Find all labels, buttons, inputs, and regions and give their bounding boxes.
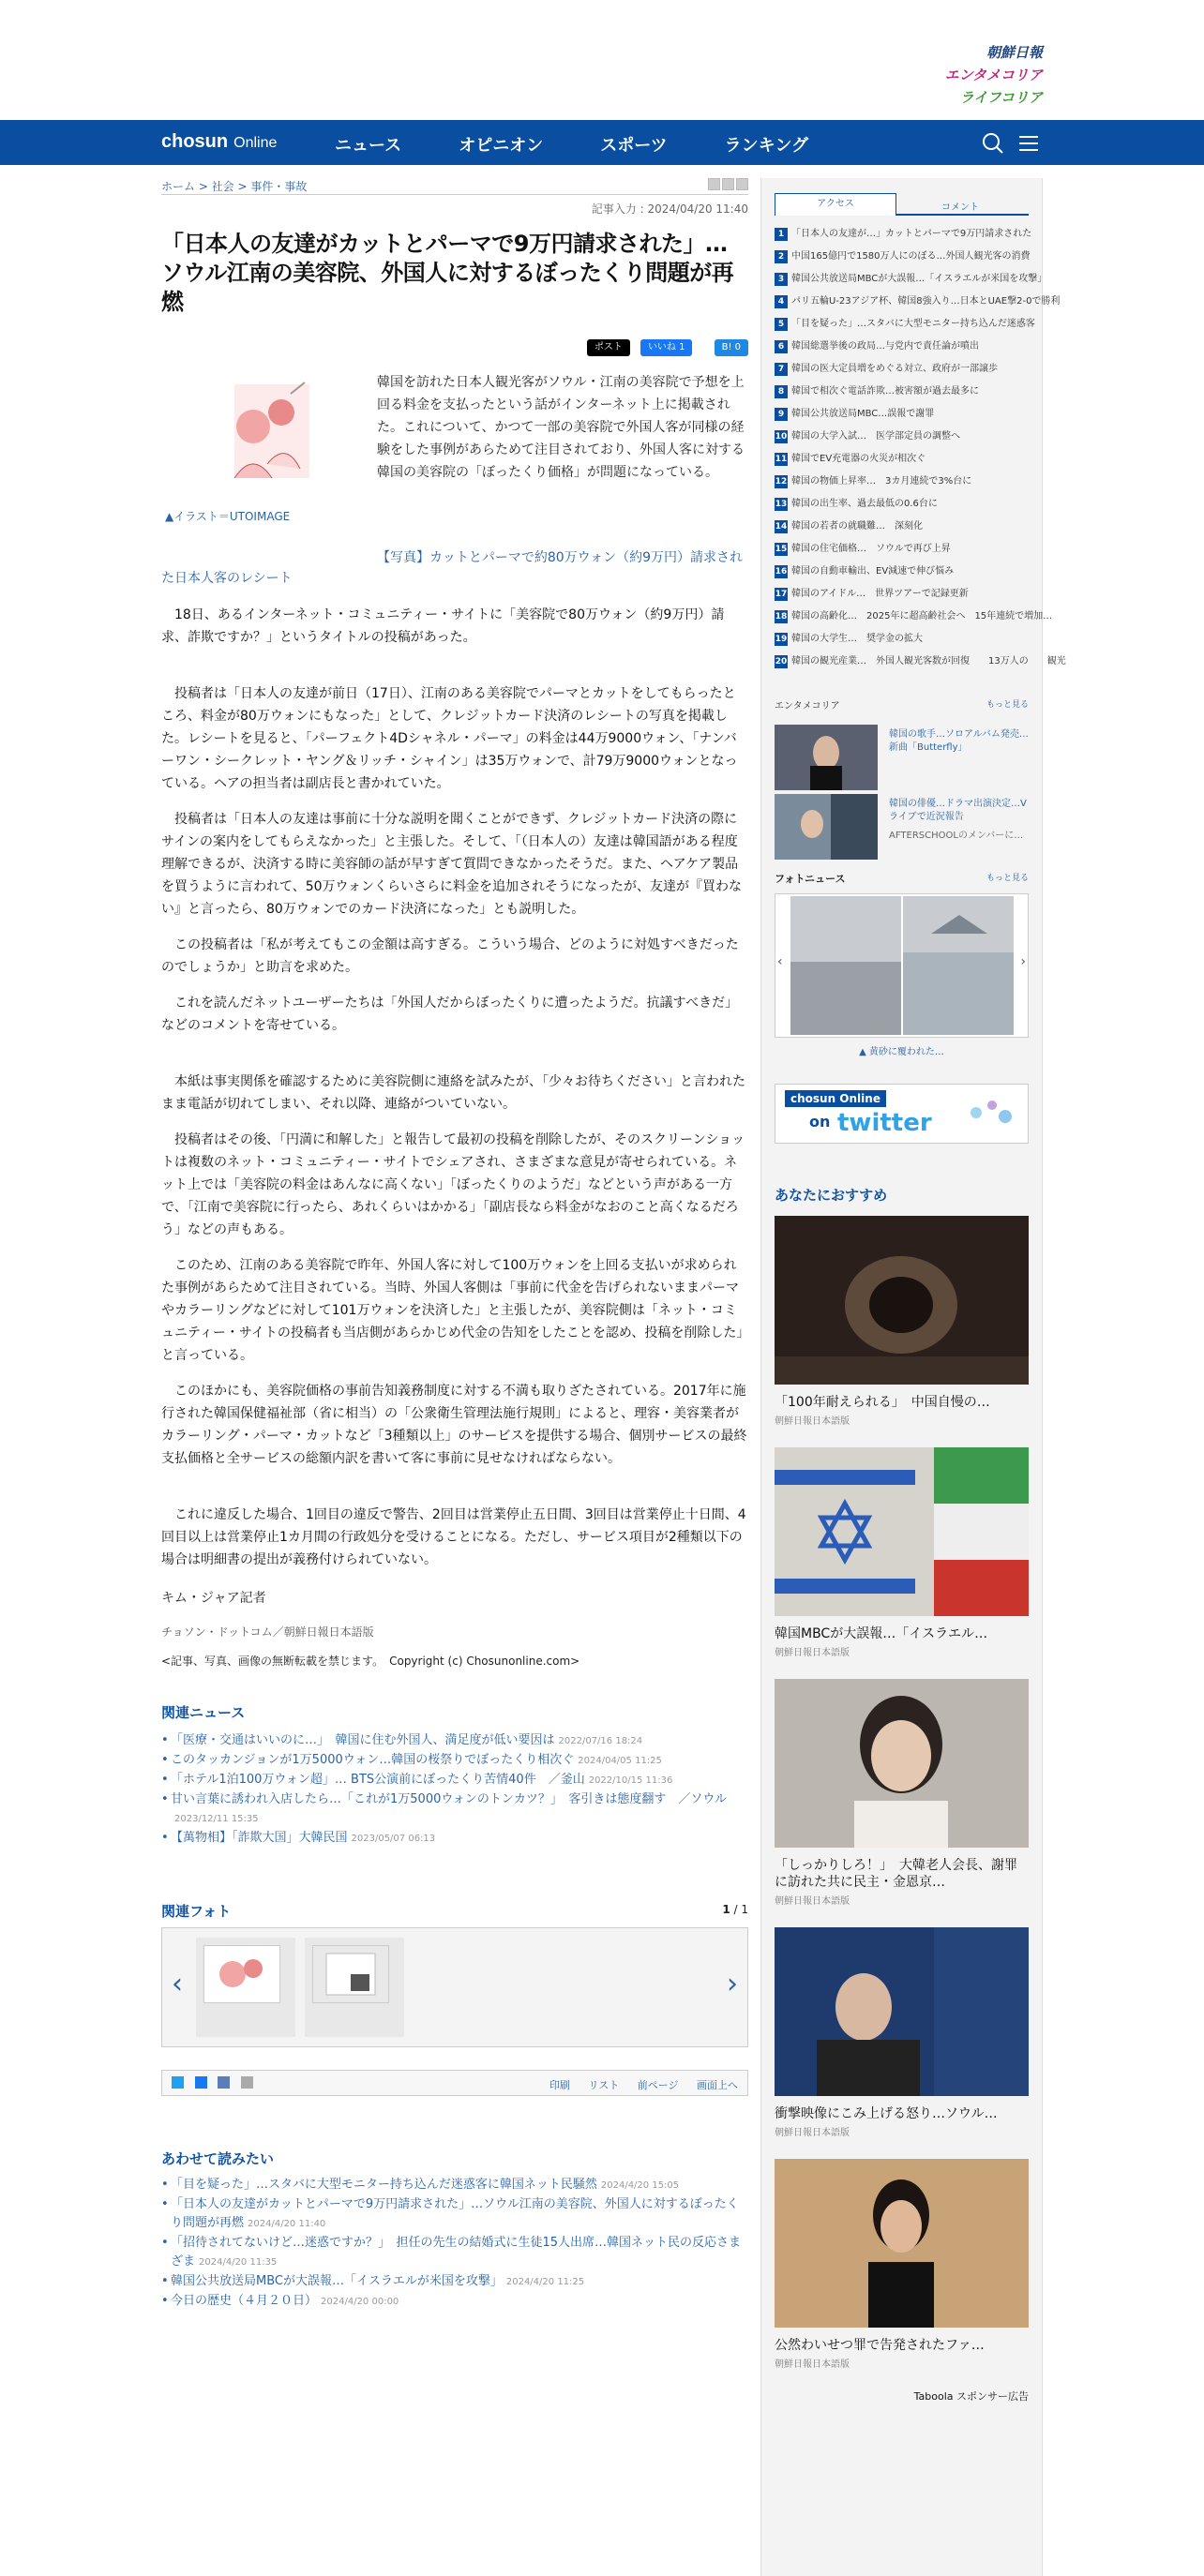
related-photo-title: 関連フォト xyxy=(161,1903,232,1920)
asahi-link[interactable]: 朝鮮日報 xyxy=(986,44,1043,61)
ranking-item[interactable]: 4 パリ五輪U-23アジア杯、韓国8強入り…日本とUAE撃2-0で勝利 xyxy=(775,291,1029,313)
mail-icon[interactable] xyxy=(218,2076,230,2089)
ranking-item[interactable]: 12 韓国の物価上昇率… 3カ月連続で3%台に xyxy=(775,476,972,487)
entame-title: エンタメコリア xyxy=(775,701,840,711)
entame-thumb xyxy=(775,725,878,790)
font-small-icon[interactable] xyxy=(708,178,720,190)
nav-item-sports[interactable]: スポーツ xyxy=(600,136,668,156)
entame-header xyxy=(775,697,1029,711)
article-paragraph: このため、江南のある美容院で昨年、外国人客に対して100万ウォンを上回る支払いが求められた事例があらためて注目されている。当時、外国人客側は「事前に代金を告げられないままパーマやカラーリングなどに対して101万ウォンを決済した」と主張したが、美容院側は「ネット・コミュニティー・サイトの投稿者も当店側があらかじめ代金の告知をしたことを認め、投稿を削除した」と言っている。 xyxy=(161,1258,744,1363)
recommend-image-portrait xyxy=(775,2159,1029,2328)
ranking-item[interactable]: 11 韓国でEV充電器の火災が相次ぐ xyxy=(775,454,926,464)
brand-links xyxy=(945,41,1043,109)
article-paragraph: このほかにも、美容院価格の事前告知義務制度に対する不満も取りざたされている。2017年に施行された韓国保健福祉部（省に相当）の「公衆衛生管理法施行規則」によると、理容・美容業者がカラーリング・パーマ・カットなど「3種類以上」のサービスを提供する場合、個別サービスの最終支払価格と全サービスの総額内訳を書いて客に事前に見せなければならない。 xyxy=(161,1384,747,1466)
related-news-item[interactable]: • 「ホテル1泊100万ウォン超」… BTS公演前にぼったくり苦情40件 ／釜山 2022/10/15 11:36 xyxy=(161,1771,748,1790)
photo-news-header xyxy=(775,871,1029,886)
hatena-bookmark-button[interactable]: B! 0 xyxy=(715,339,748,356)
read-more-item[interactable]: • 韓国公共放送局MBCが大誤報…「イスラエルが米国を攻撃」 2024/4/20 11:25 xyxy=(161,2272,748,2292)
nav-item-opinion[interactable]: オピニオン xyxy=(459,136,544,156)
ranking-item[interactable]: 19 韓国の大学生… 奨学金の拡大 xyxy=(775,634,923,644)
copyright-notice: <記事、写真、画像の無断転載を禁じます。 Copyright (c) Chosunonline.com> xyxy=(161,1655,580,1668)
recommend-item[interactable]: 公然わいせつ罪で告発されたファ… 朝鮮日報日本語版 xyxy=(775,2159,1029,2370)
ranking-item[interactable]: 2 中国165億円で1580万人にのぼる…外国人観光客の消費 xyxy=(775,246,1029,268)
recommend-image-woman xyxy=(775,1679,1029,1848)
tab-comment[interactable]: コメント xyxy=(941,202,979,213)
x-share-button[interactable]: ポスト xyxy=(587,339,630,356)
photo-news-caption[interactable]: ▲ 黄砂に覆われた… xyxy=(859,1047,944,1057)
article-paragraph: 投稿者はその後、「円満に和解した」と報告して最初の投稿を削除したが、そのスクリーンショットは複数のネット・コミュニティー・サイトでシェアされ、さまざまな意見が寄せられている。ネット上では「美容院の料金はあんなに高くない」「ぼったくりのようだ」などという声がある一方で、「江南で美容院に行ったら、あれくらいはかかる」「副店長なら料金がなおのこと高くなるだろう」などの声もある。 xyxy=(161,1132,745,1237)
read-more-list xyxy=(161,2176,748,2312)
twitter-banner[interactable]: chosun Online on twitter xyxy=(775,1084,1029,1144)
tab-access[interactable]: アクセス xyxy=(775,193,896,216)
article-toolbar xyxy=(161,2070,748,2096)
gallery-thumb-receipt[interactable] xyxy=(305,1938,404,2037)
article-column xyxy=(161,165,748,2312)
image-caption: ▲イラスト＝UTOIMAGE xyxy=(165,510,291,523)
ranking-list xyxy=(775,223,1066,673)
photo-link[interactable]: 【写真】カットとパーマで約80万ウォン（約9万円）請求された日本人客のレシート xyxy=(161,550,744,586)
twitter-icon[interactable] xyxy=(172,2076,184,2089)
article-figure xyxy=(161,371,748,531)
font-medium-icon[interactable] xyxy=(722,178,734,190)
ranking-item[interactable]: 18 韓国の高齢化… 2025年に超高齢社会へ 15年連続で増加… xyxy=(775,611,1053,622)
photo-news-slider xyxy=(775,893,1029,1038)
nav-item-ranking[interactable]: ランキング xyxy=(724,136,809,156)
nav-item-news[interactable]: ニュース xyxy=(335,136,402,156)
related-news-item[interactable]: • 甘い言葉に誘われ入店したら…「これが1万5000ウォンのトンカツ？」 客引きは態度翻す ／ソウル2023/12/11 15:35 xyxy=(161,1790,748,1829)
article-illustration[interactable] xyxy=(206,375,319,497)
font-large-icon[interactable] xyxy=(736,178,748,190)
chevron-left-icon[interactable]: ‹ xyxy=(777,954,783,969)
main-nav xyxy=(0,120,1204,165)
recommend-item[interactable]: 「しっかりしろ！」 大韓老人会長、謝罪に訪れた共に民主・金恩京… 朝鮮日報日本語版 xyxy=(775,1679,1029,1907)
chevron-right-icon[interactable]: › xyxy=(1020,954,1026,969)
read-more-item[interactable]: • 「目を疑った」…スタバに大型モニター持ち込んだ迷惑客に韓国ネット民騒然 2024/4/20 15:05 xyxy=(161,2176,748,2195)
recommend-image-press xyxy=(775,1927,1029,2096)
recommend-item[interactable]: 衝撃映像にこみ上げる怒り…ソウル… 朝鮮日報日本語版 xyxy=(775,1927,1029,2138)
article-author: キム・ジャア記者 xyxy=(161,1591,266,1606)
article-body xyxy=(161,604,748,1571)
site-logo[interactable]: chosun Online xyxy=(161,131,278,152)
photo-gallery xyxy=(161,1927,748,2047)
page-top-link[interactable]: 画面上へ xyxy=(697,2079,738,2091)
article-paragraph: これを読んだネットユーザーたちは「外国人だからぼったくりに遭ったようだ。抗議すべきだ」などのコメントを寄せている。 xyxy=(161,996,739,1033)
entame-link[interactable]: エンタメコリア xyxy=(944,67,1043,83)
share-buttons xyxy=(161,336,748,354)
ranking-item[interactable]: 10 韓国の大学入試… 医学部定員の調整へ xyxy=(775,431,960,442)
photo-news-more-link[interactable]: もっと見る xyxy=(986,874,1029,883)
nav-menu xyxy=(335,132,861,157)
entame-thumb xyxy=(775,794,878,860)
ranking-item[interactable]: 17 韓国のアイドル… 世界ツアーで記録更新 xyxy=(775,589,969,599)
entame-item[interactable]: 韓国の俳優…ドラマ出演決定…Vライブで近況報告 AFTERSCHOOLのメンバーに… xyxy=(775,794,1029,861)
ranking-item[interactable]: 7 韓国の医大定員増をめぐる対立、政府が一部譲歩 xyxy=(775,358,1029,381)
related-news-title: 関連ニュース xyxy=(161,1704,246,1721)
ranking-item[interactable]: 9 韓国公共放送局MBC…誤報で謝罪 xyxy=(775,403,1029,426)
entame-more-link[interactable]: もっと見る xyxy=(986,700,1029,710)
recommend-item[interactable]: 韓国MBCが大誤報…「イスラエル… 朝鮮日報日本語版 xyxy=(775,1447,1029,1658)
font-size-controls xyxy=(706,178,748,193)
ranking-item[interactable]: 8 韓国で相次ぐ電話詐欺…被害額が過去最多に xyxy=(775,381,1029,403)
ranking-item[interactable]: 15 韓国の住宅価格… ソウルで再び上昇 xyxy=(775,544,951,554)
ranking-tabs xyxy=(775,193,1029,216)
ranking-item[interactable]: 20 韓国の観光産業… 外国人観光客数が回復 13万人の 観光 xyxy=(775,656,1066,666)
photo-news-image[interactable] xyxy=(790,896,1014,1035)
sidebar xyxy=(760,178,1066,2576)
ranking-item[interactable]: 14 韓国の若者の就職難… 深刻化 xyxy=(775,521,923,532)
toolbar-share-icons xyxy=(172,2076,261,2091)
menu-icon[interactable] xyxy=(1016,131,1041,156)
ranking-item[interactable]: 3 韓国公共放送局MBCが大誤報…「イスラエルが米国を攻撃」 xyxy=(775,268,1029,291)
prev-page-link[interactable]: 前ページ xyxy=(637,2079,679,2091)
chevron-right-icon[interactable]: › xyxy=(727,1968,738,2000)
breadcrumb-text[interactable]: ホーム > 社会 > 事件・事故 xyxy=(161,180,308,193)
related-news-item[interactable]: • このタッカンジョンが1万5000ウォン…韓国の桜祭りでぼったくり相次ぐ 2024/04/05 11:25 xyxy=(161,1751,748,1771)
article-paragraph: この投稿者は「私が考えてもこの金額は高すぎる。こういう場合、どのように対処すべきだったのでしょうか」と助言を求めた。 xyxy=(161,937,739,975)
print-icon[interactable] xyxy=(241,2076,253,2089)
print-link[interactable]: 印刷 xyxy=(549,2079,570,2091)
read-more-item[interactable]: • 今日の歴史（４月２０日） 2024/4/20 00:00 xyxy=(161,2292,748,2312)
list-link[interactable]: リスト xyxy=(588,2079,620,2091)
recommend-image-flags xyxy=(775,1447,1029,1616)
ranking-item[interactable]: 5 「目を疑った」…スタバに大型モニター持ち込んだ迷惑客 xyxy=(775,313,1029,336)
read-more-title: あわせて読みたい xyxy=(161,2150,275,2167)
recommend-title: あなたにおすすめ xyxy=(775,1187,888,1204)
ranking-item[interactable]: 1 「日本人の友達が…」カットとパーマで9万円請求された xyxy=(775,223,1029,246)
photo-news-title: フォトニュース xyxy=(775,873,846,885)
read-more-item[interactable]: • 「招待されてないけど…迷惑ですか？」 担任の先生の結婚式に生徒15人出席…韓国ネット民の反応さまざま 2024/4/20 11:35 xyxy=(161,2234,748,2272)
ranking-item[interactable]: 6 韓国総選挙後の政局…与党内で責任論が噴出 xyxy=(775,336,1029,358)
ranking-item[interactable]: 13 韓国の出生率、過去最低の0.6台に xyxy=(775,499,938,509)
facebook-like-button[interactable]: いいね 1 xyxy=(640,339,693,356)
life-link[interactable]: ライフコリア xyxy=(959,89,1043,106)
facebook-icon[interactable] xyxy=(195,2076,207,2089)
toolbar-links xyxy=(534,2077,738,2092)
article-date: 記事入力 : 2024/04/20 11:40 xyxy=(591,202,748,216)
search-icon[interactable] xyxy=(981,131,1005,156)
chevron-left-icon[interactable]: ‹ xyxy=(172,1968,183,2000)
recommend-item[interactable]: 「100年耐えられる」 中国自慢の… 朝鮮日報日本語版 xyxy=(775,1216,1029,1427)
related-photo-header xyxy=(161,1901,748,1918)
article-paragraph: 投稿者は「日本人の友達は事前に十分な説明を聞くことができず、クレジットカード決済の際にサインの案内をしてもらえなかった」と主張した。そして、「（日本人の）友達は韓国語がある程度理解できるが、決済する時に美容師の話が早すぎて質問できなかったそうだ。また、ヘアケア製品を買うように言われて、50万ウォンくらいさらに料金を追加されそうになったが、友達が『買わない』と言ったら、80万ウォンでのカード決済になった」とも説明した。 xyxy=(161,812,742,917)
article-paragraph: 投稿者は「日本人の友達が前日（17日）、江南のある美容院でパーマとカットをしてもらったところ、料金が80万ウォンにもなった」として、クレジットカード決済のレシートの写真を掲載した。レシートを見ると、「パーフェクト4Dシャネル・パーマ」の料金は44万9000ウォン、「ナンバーワン・シークレット・ヤング＆リッチ・シャイン」は35万ウォンで、計79万9000ウォンとなっている。ヘアの担当者は副店長と書かれていた。 xyxy=(161,686,738,791)
article-source: チョソン・ドットコム／朝鮮日報日本語版 xyxy=(161,1625,374,1639)
entame-item[interactable]: 韓国の歌手…ソロアルバム発売…新曲「Butterfly」 xyxy=(775,725,1029,792)
article-paragraph: 18日、あるインターネット・コミュニティー・サイトに「美容院で80万ウォン（約9万円）請求、詐欺ですか？」というタイトルの投稿があった。 xyxy=(161,607,725,645)
gallery-thumb-illustration[interactable] xyxy=(196,1938,295,2037)
breadcrumb xyxy=(161,178,748,195)
ranking-item[interactable]: 16 韓国の自動車輸出、EV減速で伸び悩み xyxy=(775,566,955,577)
article-lead: 韓国を訪れた日本人観光客がソウル・江南の美容院で予想を上回る料金を支払ったという話がインターネット上に掲載された。これについて、かつて一部の美容院で外国人客が同様の経験をした事例があらためて注目されており、外国人客に対する韓国の美容院の「ぼったくり価格」が問題になっている。 xyxy=(377,375,745,480)
article-paragraph: 本紙は事実関係を確認するために美容院側に連絡を試みたが、「少々お待ちください」と言われたまま電話が切れてしまい、それ以降、連絡がついていない。 xyxy=(161,1074,745,1112)
photo-pager: 1 / 1 xyxy=(722,1903,748,1916)
recommend-image-tunnel xyxy=(775,1216,1029,1385)
article-paragraph: これに違反した場合、1回目の違反で警告、2回目は営業停止五日間、3回目は営業停止十日間、4回目以上は営業停止1カ月間の行政処分を受けることになる。ただし、サービス項目が2種類以下の場合は明細書の提出が義務付けられていない。 xyxy=(161,1507,746,1567)
twitter-bird-icon xyxy=(962,1094,1018,1131)
article-title: 「日本人の友達がカットとパーマで9万円請求された」…ソウル江南の美容院、外国人に対するぼったくり問題が再燃 xyxy=(161,231,734,315)
related-news-item[interactable]: • 【萬物相】「詐欺大国」大韓民国 2023/05/07 06:13 xyxy=(161,1829,748,1849)
related-news-list xyxy=(161,1731,748,1849)
related-news-item[interactable]: • 「医療・交通はいいのに…」 韓国に住む外国人、満足度が低い要因は 2022/07/16 18:24 xyxy=(161,1731,748,1751)
read-more-item[interactable]: • 「日本人の友達がカットとパーマで9万円請求された」…ソウル江南の美容院、外国人に対するぼったくり問題が再燃 2024/4/20 11:40 xyxy=(161,2195,748,2234)
top-header xyxy=(0,0,1204,120)
taboola-label[interactable]: Taboola スポンサー広告 xyxy=(913,2390,1029,2403)
